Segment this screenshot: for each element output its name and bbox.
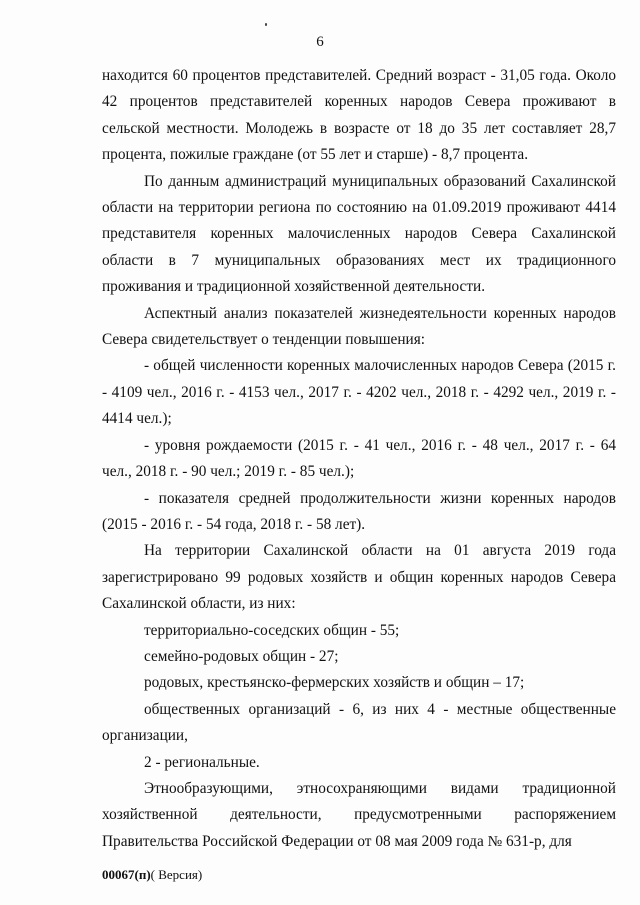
scan-speck xyxy=(265,23,267,26)
list-item-territorial: территориально-соседских общин - 55; xyxy=(144,621,400,639)
footer-label: ( Версия) xyxy=(150,867,203,882)
list-item-lifespan: - показателя средней продолжительности жизни коренных народов (2015 - 2016 г. - 54 года, 2018 г. - 58 лет). xyxy=(102,489,616,533)
list-item-population: - общей численности коренных малочисленных народов Севера (2015 г. - 4109 чел., 2016 г. - 4153 чел., 2017 г. - 4202 чел., 2018 г. - 4292 чел., 2019 г. - 4414 чел.); xyxy=(102,357,616,428)
list-item-birthrate: - уровня рождаемости (2015 г. - 41 чел., 2016 г. - 48 чел., 2017 г. - 64 чел., 2018 г. - 90 чел.; 2019 г. - 85 чел.); xyxy=(102,436,616,481)
paragraph-population: По данным администраций муниципальных образований Сахалинской области на территории региона по состоянию на 01.09.2019 проживают 4414 представителя коренных малочисленных народов Севера Сахалинской области в 7 муниципальных образованиях мест их традиционного проживания и традиционной хозяйственной деятельности. xyxy=(102,172,616,296)
document-footer xyxy=(102,867,202,883)
page-number: 6 xyxy=(316,34,324,50)
list-item-farms: родовых, крестьянско-фермерских хозяйств и общин – 17; xyxy=(144,674,525,692)
list-item-family: семейно-родовых общин - 27; xyxy=(144,647,339,665)
list-item-organizations: общественных организаций - 6, из них 4 - местные общественные организации, xyxy=(102,700,616,745)
list-item-regional: 2 - региональные. xyxy=(144,753,260,771)
footer-code: 00067(п) xyxy=(102,867,151,882)
document-body xyxy=(102,63,616,855)
paragraph-continuation: находится 60 процентов представителей. Средний возраст - 31,05 года. Около 42 процентов представителей коренных народов Севера проживают в сельской местности. Молодежь в возрасте от 18 до 35 лет составляет 28,7 процента, пожилые граждане (от 55 лет и старше) - 8,7 процента. xyxy=(102,67,616,164)
paragraph-communities: На территории Сахалинской области на 01 августа 2019 года зарегистрировано 99 родовых хозяйств и общин коренных народов Севера Сахалинской области, из них: xyxy=(102,542,616,613)
paragraph-analysis: Аспектный анализ показателей жизнедеятельности коренных народов Севера свидетельствует о тенденции повышения: xyxy=(102,304,616,349)
paragraph-activities: Этнообразующими, этносохраняющими видами традиционной хозяйственной деятельности, предусмотренными распоряжением Правительства Российской Федерации от 08 мая 2009 года № 631-р, для xyxy=(102,779,616,850)
